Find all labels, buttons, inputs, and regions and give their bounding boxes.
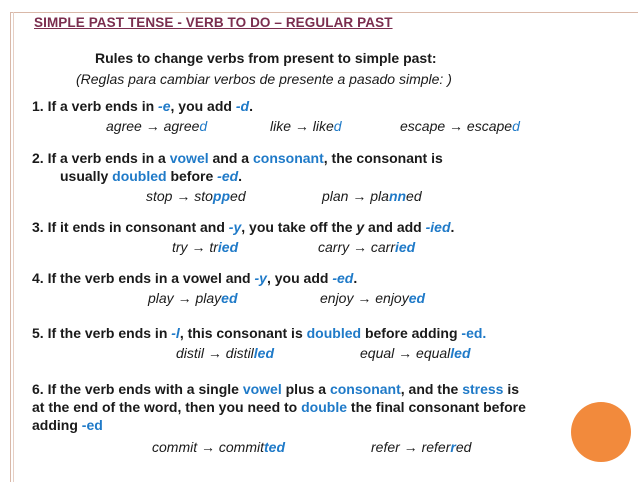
slide-title: SIMPLE PAST TENSE - VERB TO DO – REGULAR PAST <box>34 15 393 30</box>
rule-1: 1. If a verb ends in -e, you add -d. <box>32 98 253 114</box>
rule-4: 4. If the verb ends in a vowel and -y, you add -ed. <box>32 270 358 286</box>
frame-line-left <box>10 12 11 482</box>
rule-2: 2. If a verb ends in a vowel and a consonant, the consonant is usually doubled before -ed. <box>32 150 443 184</box>
subtitle-spanish: (Reglas para cambiar verbos de presente a pasado simple: ) <box>76 71 452 87</box>
example-agree: agree → agreed <box>106 118 208 134</box>
example-carry: carry → carried <box>318 239 416 255</box>
frame-line-left-inner <box>13 12 14 482</box>
example-escape: escape → escaped <box>400 118 520 134</box>
example-stop: stop → stopped <box>146 188 246 204</box>
decorative-orange-circle <box>571 402 631 462</box>
example-try: try → tried <box>172 239 239 255</box>
frame-line-top <box>10 12 638 13</box>
example-play: play → played <box>148 290 238 306</box>
example-equal: equal → equalled <box>360 345 471 361</box>
rule-6: 6. If the verb ends with a single vowel plus a consonant, and the stress is at the end of the word, then you need to double the final consonant before adding -ed <box>32 381 526 433</box>
subtitle-english: Rules to change verbs from present to simple past: <box>95 50 437 66</box>
example-enjoy: enjoy → enjoyed <box>320 290 426 306</box>
example-distil: distil → distilled <box>176 345 275 361</box>
example-commit: commit → committed <box>152 439 286 455</box>
example-refer: refer → referred <box>371 439 472 455</box>
example-like: like → liked <box>270 118 342 134</box>
rule-5: 5. If the verb ends in -l, this consonant is doubled before adding -ed. <box>32 325 487 341</box>
rule-3: 3. If it ends in consonant and -y, you take off the y and add -ied. <box>32 219 455 235</box>
example-plan: plan → planned <box>322 188 422 204</box>
